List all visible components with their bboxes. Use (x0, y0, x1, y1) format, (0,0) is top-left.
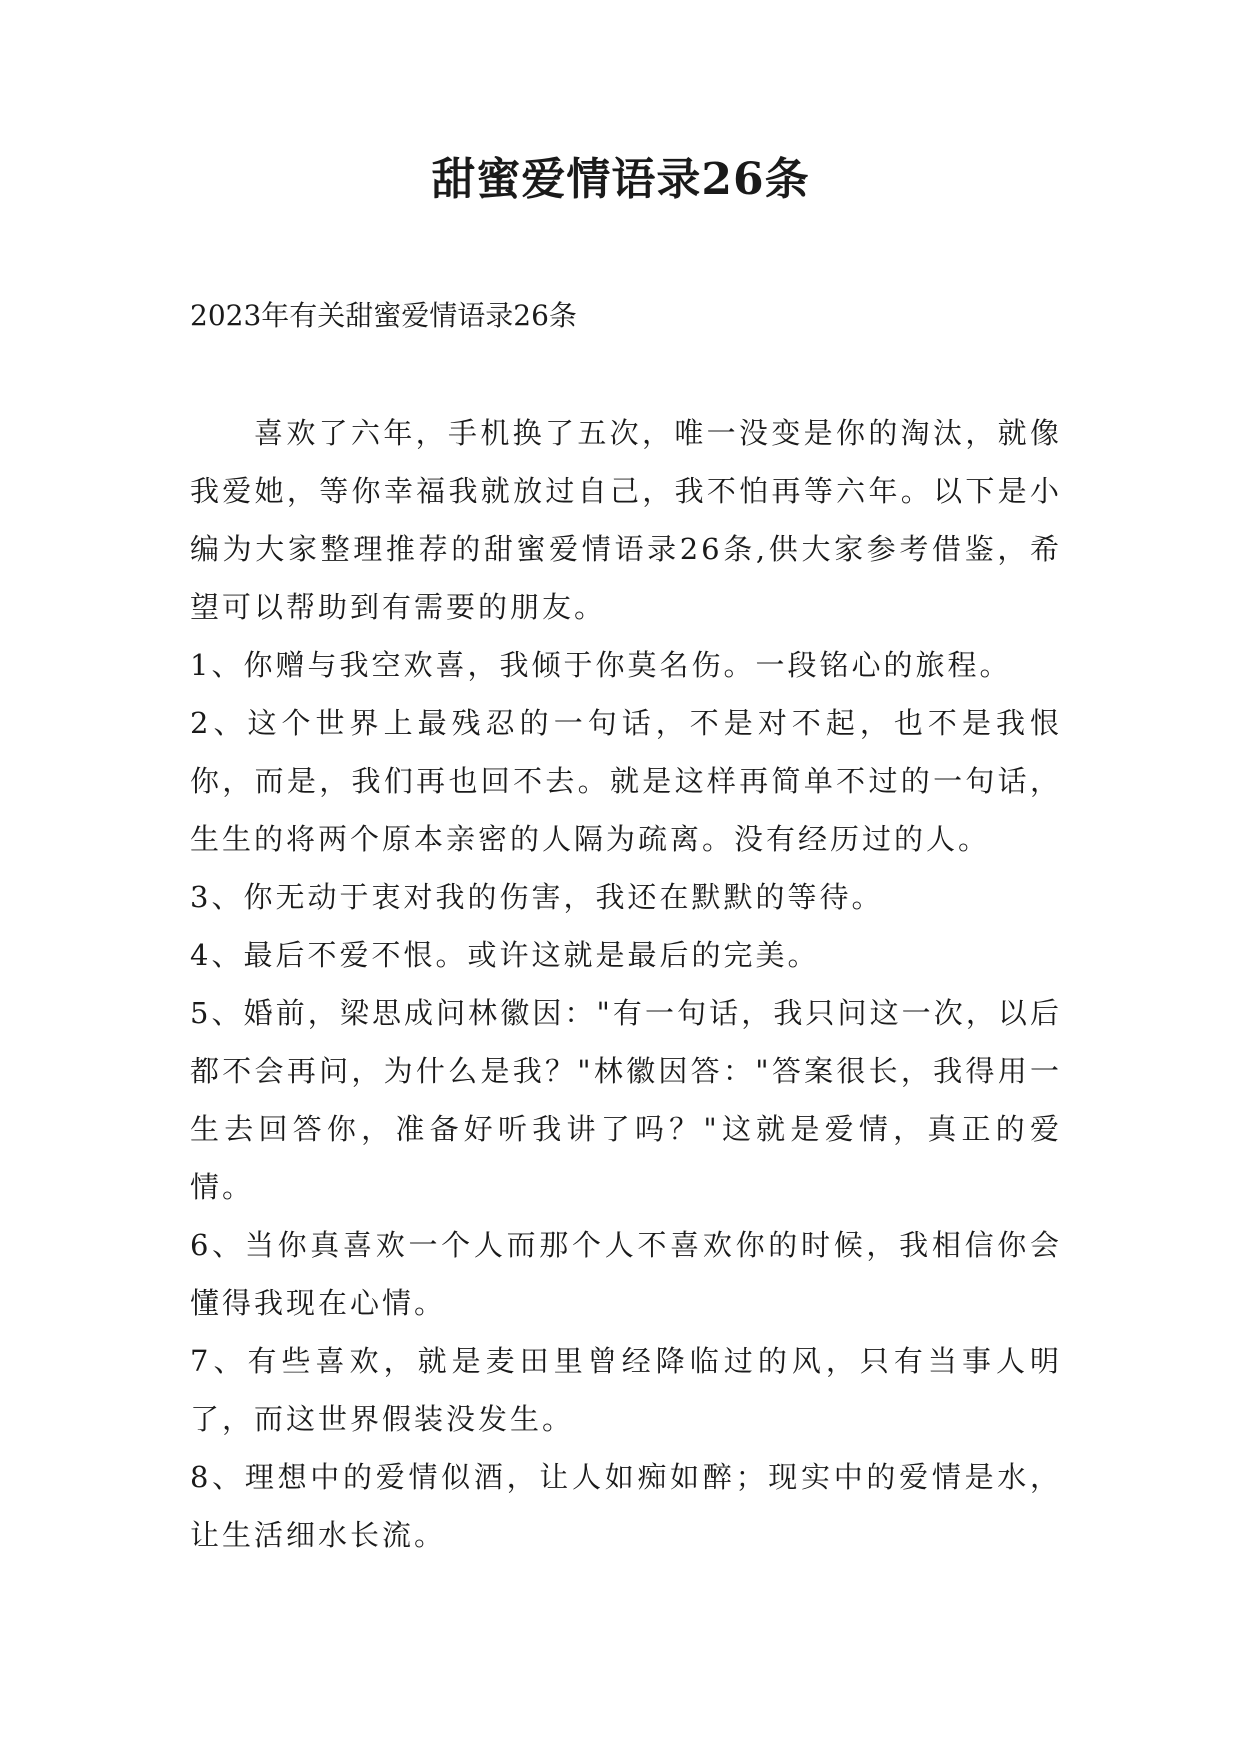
intro-paragraph: 喜欢了六年，手机换了五次，唯一没变是你的淘汰，就像我爱她，等你幸福我就放过自己，我不怕再等六年。以下是小编为大家整理推荐的甜蜜爱情语录26条,供大家参考借鉴，希望可以帮助到有需要的朋友。 (190, 416, 1062, 624)
quote-item-5: 5、婚前，梁思成问林徽因："有一句话，我只问这一次，以后都不会再问，为什么是我？"林徽因答："答案很长，我得用一生去回答你，准备好听我讲了吗？"这就是爱情，真正的爱情。 (190, 996, 1062, 1204)
quote-item-2: 2、这个世界上最残忍的一句话，不是对不起，也不是我恨你，而是，我们再也回不去。就是这样再简单不过的一句话，生生的将两个原本亲密的人隔为疏离。没有经历过的人。 (190, 706, 1062, 856)
document-title: 甜蜜爱情语录26条 (431, 154, 810, 205)
quote-item-4: 4、最后不爱不恨。或许这就是最后的完美。 (190, 938, 820, 972)
quote-item-3: 3、你无动于衷对我的伤害，我还在默默的等待。 (190, 880, 884, 914)
quote-item-1: 1、你赠与我空欢喜，我倾于你莫名伤。一段铭心的旅程。 (190, 648, 1012, 682)
quote-item-8: 8、理想中的爱情似酒，让人如痴如醉；现实中的爱情是水，让生活细水长流。 (190, 1460, 1062, 1552)
document-subtitle: 2023年有关甜蜜爱情语录26条 (190, 299, 577, 332)
document-body (190, 404, 1062, 1564)
quote-item-6: 6、当你真喜欢一个人而那个人不喜欢你的时候，我相信你会懂得我现在心情。 (190, 1228, 1062, 1320)
quote-item-7: 7、有些喜欢，就是麦田里曾经降临过的风，只有当事人明了，而这世界假装没发生。 (190, 1344, 1062, 1436)
